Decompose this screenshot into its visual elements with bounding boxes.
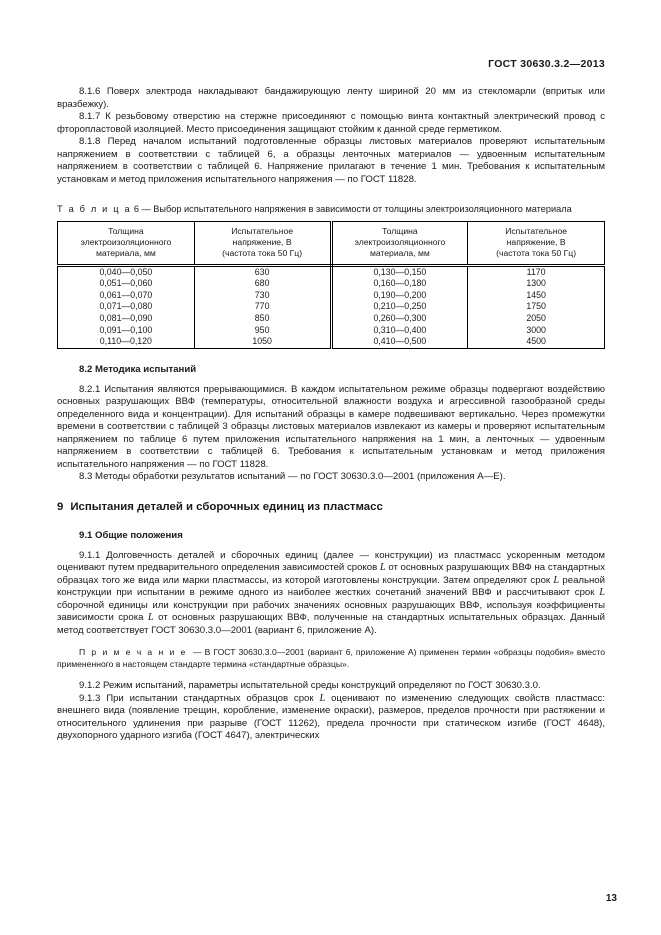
cell-thickness-right: 0,210—0,250 (331, 301, 468, 313)
cell-voltage-left: 730 (194, 290, 331, 302)
cell-thickness-left: 0,061—0,070 (58, 290, 195, 302)
table-row (58, 290, 605, 302)
table-row (58, 301, 605, 313)
table-row (58, 278, 605, 290)
table-caption-dash: — (141, 204, 151, 214)
header-voltage-left (194, 222, 331, 266)
header-voltage-left-line1: Испытательное (231, 226, 294, 236)
paragraph-9-1-2: 9.1.2 Режим испытаний, параметры испытательной среды конструкций определяют по ГОСТ 30630.3.0. (79, 680, 541, 692)
p911-part-d: сборочной единицы или конструкции при рабочих значениях основных разрушающих ВВФ, используя коэффициенты зависимости срока (57, 599, 605, 624)
table-row (58, 336, 605, 348)
cell-voltage-left: 1050 (194, 336, 331, 348)
cell-thickness-right: 0,410—0,500 (331, 336, 468, 348)
cell-voltage-right: 4500 (526, 336, 546, 347)
cell-voltage-left: 630 (194, 265, 331, 278)
document-header-standard-number: ГОСТ 30630.3.2—2013 (488, 58, 605, 70)
paragraph-8-1-7: 8.1.7 К резьбовому отверстию на стержне присоединяют с помощью винта контактный электрический провод с фторопластовой изоляцией. Место присоединения защищают стойким к данной среде герметиком. (57, 111, 605, 135)
note-dash: — (193, 647, 202, 658)
paragraph-9-1-3 (57, 693, 605, 743)
header-voltage-left-line3: (частота тока 50 Гц) (222, 248, 303, 259)
variable-L-1: L (379, 562, 386, 574)
table-body (58, 265, 605, 348)
paragraph-8-2-1: 8.2.1 Испытания являются прерывающимися. В каждом испытательном режиме образцы подвергают воздействию основных разрушающих ВВФ (температуры, относительной влажности воздуха и агрессивной газообразной среды определенного вида и концентрации). Для испытаний образцы в камере подвешивают вертикально. Через промежутки времени в соответствии с таблицей 3 образцы листовых материалов извлекают из камеры и проверяют испытательным напряжением по таблице 6 путем приложения испытательного напряжения на 1 мин, а ленточных — удвоенным напряжением в соответствии с таблицей 6. Требования к испытательным установкам и метод приложения испытательного напряжения — по ГОСТ 11828. (57, 383, 605, 470)
cell-voltage-left: 950 (194, 325, 331, 337)
cell-voltage-right: 1450 (526, 289, 546, 300)
cell-thickness-left: 0,110—0,120 (58, 336, 195, 348)
table-row (58, 313, 605, 325)
header-thickness-left-line3: материала, мм (95, 248, 156, 259)
cell-voltage-left: 680 (194, 278, 331, 290)
header-voltage-right-line1: Испытательное (505, 226, 568, 236)
header-voltage-left-line2: напряжение, В (232, 237, 292, 248)
p911-part-a: 9.1.1 Долговечность деталей и сборочных единиц (далее — конструкции) из пластмасс ускоренным методом оценивают путем предварительного определения зависимостей сроков (57, 549, 605, 574)
cell-voltage-right: 3000 (526, 324, 546, 335)
cell-voltage-right: 1170 (526, 266, 546, 277)
paragraph-8-1-8: 8.1.8 Перед началом испытаний подготовленные образцы листовых материалов проверяют испытательным напряжением в соответствии с таблицей 6, а образцы ленточных материалов — удвоенным испытательным напряжением в соответствии с таблицей 6. Напряжение прилагают в течение 1 мин. Требования к испытательным установкам и метод приложения испытательного напряжения — по ГОСТ 11828. (57, 136, 605, 185)
header-thickness-left-line2: электроизоляционного (80, 237, 172, 248)
section-9-title: Испытания деталей и сборочных единиц из пластмасс (70, 500, 383, 513)
variable-L-2: L (553, 574, 560, 586)
page-content (57, 0, 605, 743)
p911-part-c: реальной конструкции при испытании в режиме одного из наиболее жестких сочетаний значений ВВФ и рассчитывают срок (57, 574, 605, 599)
header-thickness-right (331, 222, 468, 266)
p911-part-e: от основных разрушающих ВВФ, полученные на стандартных испытательных образцах. Данный метод соответствует ГОСТ 30630.3.0—2001 (вариант 6, приложение А). (57, 612, 605, 636)
header-thickness-right-line1: Толщина (382, 226, 418, 236)
header-voltage-right-line2: напряжение, В (506, 237, 566, 248)
p913-part-a: 9.1.3 При испытании стандартных образцов срок (79, 692, 320, 704)
heading-section-9 (57, 500, 605, 515)
table-caption-label: Т а б л и ц а (57, 204, 132, 214)
table-caption-number: 6 (133, 204, 139, 214)
cell-thickness-right: 0,310—0,400 (331, 325, 468, 337)
paragraph-9-1-1 (57, 550, 605, 638)
table-6-caption (57, 203, 605, 215)
cell-voltage-left: 850 (194, 313, 331, 325)
note-text: В ГОСТ 30630.3.0—2001 (вариант 6, приложение А) применен термин «образцы подобия» вместо примененного в настоящем стандарте термина «стандартные образцы». (57, 647, 605, 669)
table-caption-text: Выбор испытательного напряжения в зависимости от толщины электроизоляционного материала (153, 204, 572, 214)
cell-voltage-right: 2050 (526, 312, 546, 323)
variable-L-3: L (599, 587, 605, 599)
heading-8-2: 8.2 Методика испытаний (79, 363, 197, 375)
note-label: П р и м е ч а н и е (79, 647, 187, 658)
cell-thickness-right: 0,190—0,200 (331, 290, 468, 302)
cell-voltage-right: 1300 (526, 278, 546, 289)
cell-voltage-right: 1750 (526, 301, 546, 312)
cell-thickness-right: 0,160—0,180 (331, 278, 468, 290)
paragraph-8-1-6: 8.1.6 Поверх электрода накладывают бандажирующую ленту шириной 20 мм из стекломарли (впритык или вразбежку). (57, 86, 605, 110)
cell-thickness-right: 0,130—0,150 (331, 265, 468, 278)
variable-L-4: L (147, 612, 154, 624)
header-thickness-left-line1: Толщина (108, 226, 144, 236)
table-row (58, 325, 605, 337)
cell-thickness-left: 0,071—0,080 (58, 301, 195, 313)
table-row (58, 265, 605, 278)
table-header-row (58, 222, 605, 266)
heading-9-1: 9.1 Общие положения (79, 529, 183, 541)
cell-thickness-left: 0,051—0,060 (58, 278, 195, 290)
paragraph-8-3: 8.3 Методы обработки результатов испытаний — по ГОСТ 30630.3.0—2001 (приложения А—Е). (79, 471, 506, 483)
p911-part-b: от основных разрушающих ВВФ на стандартных образцах того же вида или марки пластмассы, из которой изготовлены конструкции. Затем определяют срок (57, 562, 605, 586)
page-number: 13 (605, 893, 617, 904)
header-voltage-right (468, 222, 605, 266)
cell-thickness-left: 0,081—0,090 (58, 313, 195, 325)
section-9-number: 9 (57, 500, 64, 513)
cell-voltage-left: 770 (194, 301, 331, 313)
header-thickness-right-line2: электроизоляционного (354, 237, 446, 248)
cell-thickness-right: 0,260—0,300 (331, 313, 468, 325)
header-thickness-right-line3: материала, мм (369, 248, 430, 259)
p913-part-b: оценивают по изменению следующих свойств пластмасс: внешнего вида (появление трещин, коробление, изменение окраски), размеров, пределов прочности при растяжении и относительного удлинения при разрыве (ГОСТ 11262), предела прочности при статическом изгибе (ГОСТ 4648), двухопорного ударного изгиба (ГОСТ 4647), электрических (57, 692, 605, 742)
cell-thickness-left: 0,091—0,100 (58, 325, 195, 337)
header-thickness-left (58, 222, 195, 266)
header-voltage-right-line3: (частота тока 50 Гц) (496, 248, 577, 259)
note-9-1-1 (57, 647, 605, 670)
table-6-test-voltage (57, 221, 605, 349)
variable-L-5: L (319, 692, 326, 704)
cell-thickness-left: 0,040—0,050 (58, 265, 195, 278)
